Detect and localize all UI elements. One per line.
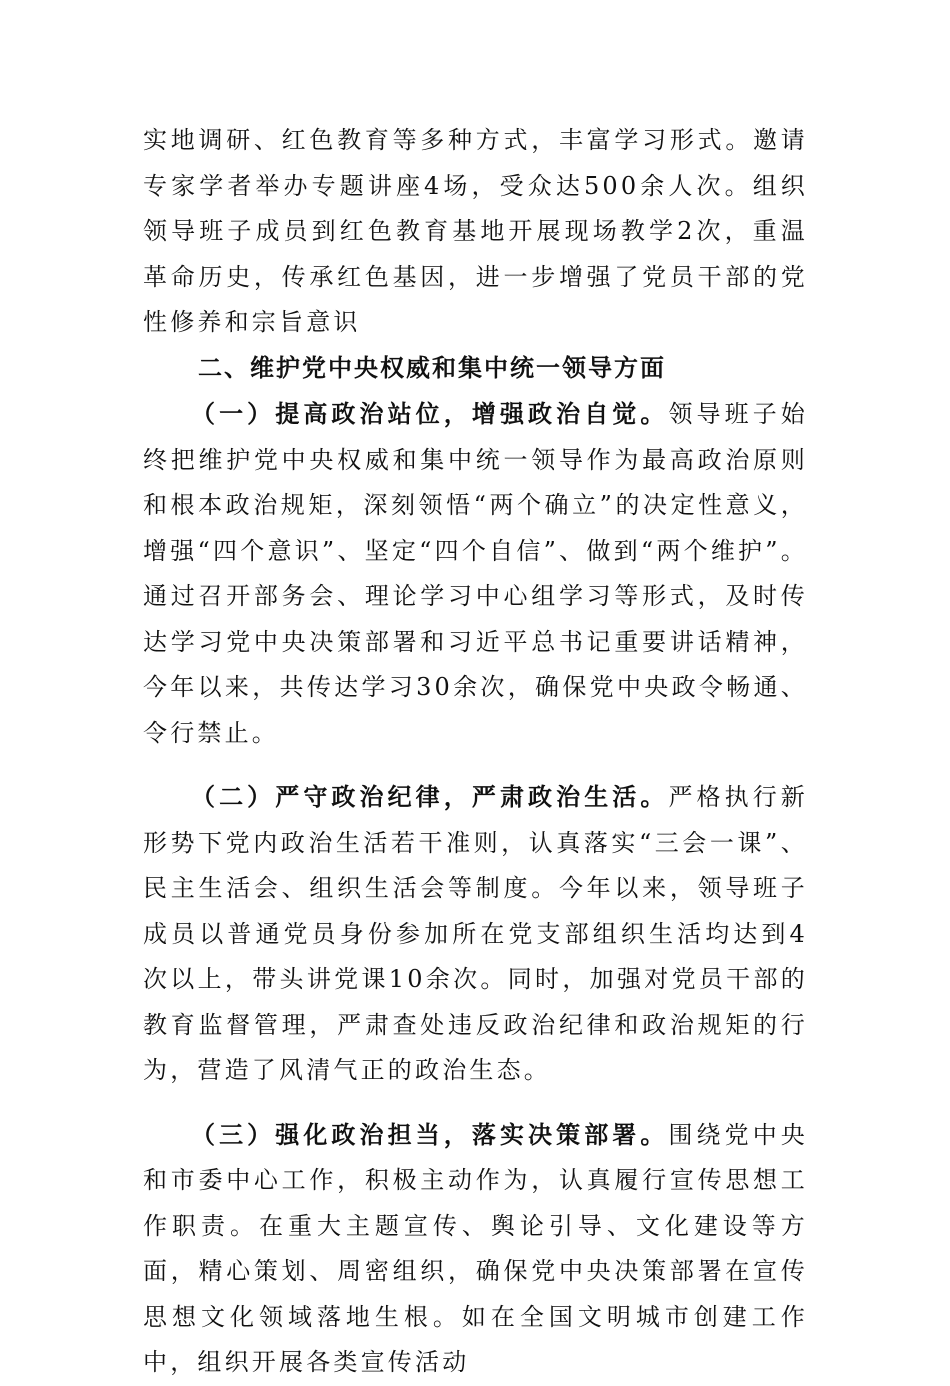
subsection-2 (143, 774, 808, 1094)
section-heading-2: 二、维护党中央权威和集中统一领导方面 (198, 353, 666, 382)
subsection-1-body: 领导班子始终把维护党中央权威和集中统一领导作为最高政治原则和根本政治规矩，深刻领悟“两个确立”的决定性意义，增强“四个意识”、坚定“四个自信”、做到“两个维护”。通过召开部务会、理论学习中心组学习等形式，及时传达学习党中央决策部署和习近平总书记重要讲话精神，今年以来，共传达学习30余次，确保党中央政令畅通、令行禁止。 (143, 400, 808, 747)
subsection-3-lead: （三）强化政治担当，落实决策部署。 (191, 1119, 669, 1149)
subsection-2-lead: （二）严守政治纪律，严肃政治生活。 (191, 782, 669, 811)
subsection-3-body: 围绕党中央和市委中心工作，积极主动作为，认真履行宣传思想工作职责。在重大主题宣传、舆论引导、文化建设等方面，精心策划、周密组织，确保党中央决策部署在宣传思想文化领域落地生根。如在全国文明城市创建工作中，组织开展各类宣传活动 (143, 1120, 808, 1376)
document-body (143, 118, 808, 1386)
subsection-1 (143, 391, 808, 756)
subsection-2-body: 严格执行新形势下党内政治生活若干准则，认真落实“三会一课”、民主生活会、组织生活会等制度。今年以来，领导班子成员以普通党员身份参加所在党支部组织生活均达到4次以上，带头讲党课10余次。同时，加强对党员干部的教育监督管理，严肃查处违反政治纪律和政治规矩的行为，营造了风清气正的政治生态。 (143, 783, 808, 1084)
subsection-1-lead: （一）提高政治站位，增强政治自觉。 (191, 399, 669, 428)
paragraph-continued: 实地调研、红色教育等多种方式，丰富学习形式。邀请专家学者举办专题讲座4场，受众达500余人次。组织领导班子成员到红色教育基地开展现场教学2次，重温革命历史，传承红色基因，进一步增强了党员干部的党性修养和宗旨意识 (143, 126, 808, 336)
subsection-3 (143, 1112, 808, 1386)
